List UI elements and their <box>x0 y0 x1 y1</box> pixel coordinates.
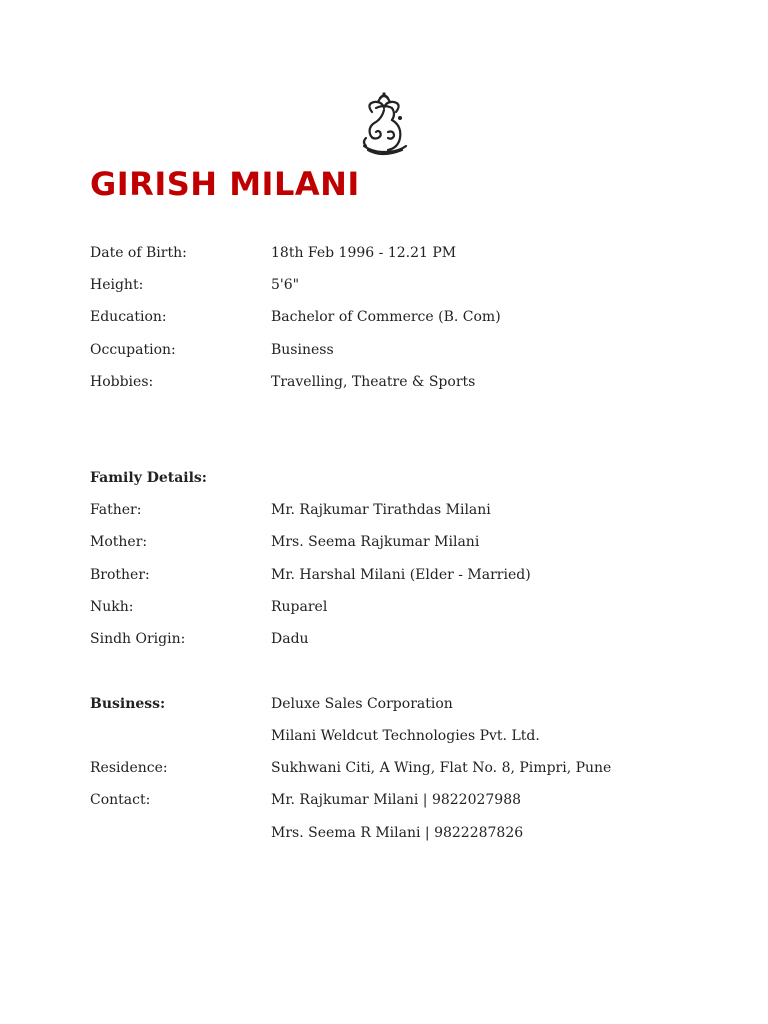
family-details-heading: Family Details: <box>90 470 207 486</box>
detail-row-occupation <box>90 339 690 361</box>
detail-row-hobbies <box>90 371 690 393</box>
detail-label: Date of Birth: <box>90 245 187 261</box>
detail-row-brother <box>90 564 690 586</box>
detail-row-height <box>90 274 690 296</box>
detail-row-business <box>90 693 690 715</box>
detail-value: Sukhwani Citi, A Wing, Flat No. 8, Pimpri, Pune <box>271 760 612 776</box>
detail-label: Nukh: <box>90 599 134 615</box>
detail-label: Height: <box>90 277 144 293</box>
detail-row-nukh <box>90 596 690 618</box>
detail-value: Dadu <box>271 631 309 647</box>
detail-value: Travelling, Theatre & Sports <box>271 374 476 390</box>
detail-value: Business <box>271 342 334 358</box>
detail-value: Ruparel <box>271 599 328 615</box>
detail-row-contact-2 <box>90 822 690 844</box>
business-label: Business: <box>90 696 166 712</box>
detail-label: Residence: <box>90 760 168 776</box>
ganesha-icon <box>352 88 416 160</box>
person-name: GIRISH MILANI <box>90 165 360 203</box>
detail-value: Mr. Rajkumar Tirathdas Milani <box>271 502 491 518</box>
detail-label: Sindh Origin: <box>90 631 186 647</box>
detail-row-residence <box>90 757 690 779</box>
detail-label: Occupation: <box>90 342 176 358</box>
detail-row-father <box>90 499 690 521</box>
detail-label: Contact: <box>90 792 151 808</box>
contact-value: Mr. Rajkumar Milani | 9822027988 <box>271 792 522 808</box>
detail-value: Mr. Harshal Milani (Elder - Married) <box>271 567 531 583</box>
detail-value: Mrs. Seema Rajkumar Milani <box>271 534 480 550</box>
detail-value: 18th Feb 1996 - 12.21 PM <box>271 245 457 261</box>
detail-label: Brother: <box>90 567 150 583</box>
business-value: Milani Weldcut Technologies Pvt. Ltd. <box>271 728 540 744</box>
business-value: Deluxe Sales Corporation <box>271 696 453 712</box>
detail-value: 5'6" <box>271 277 300 293</box>
detail-row-date-of-birth <box>90 242 690 264</box>
detail-label: Hobbies: <box>90 374 154 390</box>
detail-row-sindh-origin <box>90 628 690 650</box>
detail-row-mother <box>90 531 690 553</box>
detail-row-contact <box>90 789 690 811</box>
detail-row-business-2 <box>90 725 690 747</box>
detail-label: Mother: <box>90 534 148 550</box>
detail-label: Education: <box>90 309 167 325</box>
family-heading-row <box>90 467 690 489</box>
contact-value: Mrs. Seema R Milani | 9822287826 <box>271 825 524 841</box>
detail-value: Bachelor of Commerce (B. Com) <box>271 309 501 325</box>
detail-row-education <box>90 306 690 328</box>
detail-label: Father: <box>90 502 142 518</box>
